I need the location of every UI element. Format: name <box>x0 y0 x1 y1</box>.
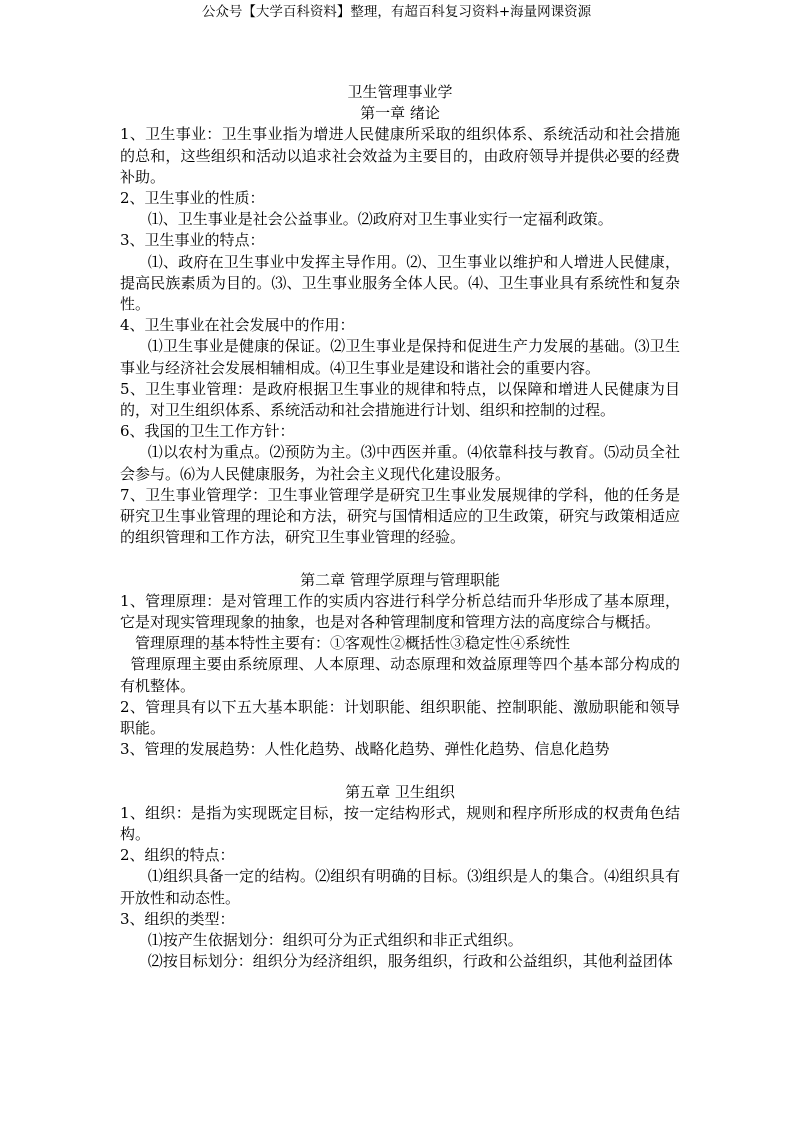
ch1-paragraph-6: 4、卫生事业在社会发展中的作用： <box>120 316 355 335</box>
ch1-paragraph-2: 2、卫生事业的性质： <box>120 189 265 208</box>
ch2-paragraph-3: 管理原理主要由系统原理、人本原理、动态原理和效益原理等四个基本部分构成的有机整体。 <box>120 655 680 695</box>
ch2-paragraph-5: 3、管理的发展趋势：人性化趋势、战略化趋势、弹性化趋势、信息化趋势 <box>120 740 610 759</box>
document-body <box>120 82 680 973</box>
chapter-5-heading: 第五章 卫生组织 <box>345 782 455 801</box>
chapter-2-heading: 第二章 管理学原理与管理职能 <box>300 570 500 589</box>
ch5-paragraph-1: 1、组织：是指为实现既定目标，按一定结构形式，规则和程序所形成的权责角色结构。 <box>120 803 680 844</box>
ch5-paragraph-3: ⑴组织具备一定的结构。⑵组织有明确的目标。⑶组织是人的集合。⑷组织具有开放性和动态性。 <box>120 867 680 907</box>
ch1-paragraph-7: ⑴卫生事业是健康的保证。⑵卫生事业是保持和促进生产力发展的基础。⑶卫生事业与经济社会发展相辅相成。⑷卫生事业是建设和谐社会的重要内容。 <box>120 337 680 377</box>
ch1-paragraph-4: 3、卫生事业的特点： <box>120 231 265 250</box>
page-header: 公众号【大学百科资料】整理，有超百科复习资料+海量网课资源 <box>201 4 592 20</box>
ch1-paragraph-10: ⑴以农村为重点。⑵预防为主。⑶中西医并重。⑷依靠科技与教育。⑸动员全社会参与。⑹为人民健康服务，为社会主义现代化建设服务。 <box>120 443 680 483</box>
ch5-paragraph-5: ⑴按产生依据划分：组织可分为正式组织和非正式组织。 <box>147 931 523 950</box>
document-title: 卫生管理事业学 <box>347 83 453 101</box>
ch2-paragraph-1: 1、管理原理：是对管理工作的实质内容进行科学分析总结而升华形成了基本原理，它是对现实管理现象的抽象，也是对各种管理制度和管理方法的高度综合与概括。 <box>120 591 680 632</box>
ch1-paragraph-8: 5、卫生事业管理：是政府根据卫生事业的规律和特点，以保障和增进人民健康为目的，对卫生组织体系、系统活动和社会措施进行计划、组织和控制的过程。 <box>120 379 680 420</box>
ch1-paragraph-3: ⑴、卫生事业是社会公益事业。⑵政府对卫生事业实行一定福利政策。 <box>147 210 613 229</box>
section-spacer <box>120 760 680 781</box>
chapter-1-heading: 第一章 绪论 <box>360 104 440 123</box>
section-spacer <box>120 548 680 569</box>
ch1-paragraph-1: 1、卫生事业：卫生事业指为增进人民健康所采取的组织体系、系统活动和社会措施的总和，这些组织和活动以追求社会效益为主要目的，由政府领导并提供必要的经费补助。 <box>120 125 680 186</box>
ch2-paragraph-2: 管理原理的基本特性主要有：①客观性②概括性③稳定性④系统性 <box>135 634 571 653</box>
ch5-paragraph-6: ⑵按目标划分：组织分为经济组织，服务组织，行政和公益组织，其他利益团体 <box>147 952 673 971</box>
ch1-paragraph-5: ⑴、政府在卫生事业中发挥主导作用。⑵、卫生事业以维护和人增进人民健康，提高民族素质为目的。⑶、卫生事业服务全体人民。⑷、卫生事业具有系统性和复杂性。 <box>120 252 680 314</box>
ch2-paragraph-4: 2、管理具有以下五大基本职能：计划职能、组织职能、控制职能、激励职能和领导职能。 <box>120 697 680 738</box>
ch1-paragraph-9: 6、我国的卫生工作方针： <box>120 422 295 441</box>
ch5-paragraph-4: 3、组织的类型： <box>120 909 235 928</box>
ch5-paragraph-2: 2、组织的特点： <box>120 846 235 865</box>
ch1-paragraph-11: 7、卫生事业管理学：卫生事业管理学是研究卫生事业发展规律的学科，他的任务是研究卫生事业管理的理论和方法，研究与国情相适应的卫生政策，研究与政策相适应的组织管理和工作方法，研究卫生事业管理的经验。 <box>120 485 680 547</box>
